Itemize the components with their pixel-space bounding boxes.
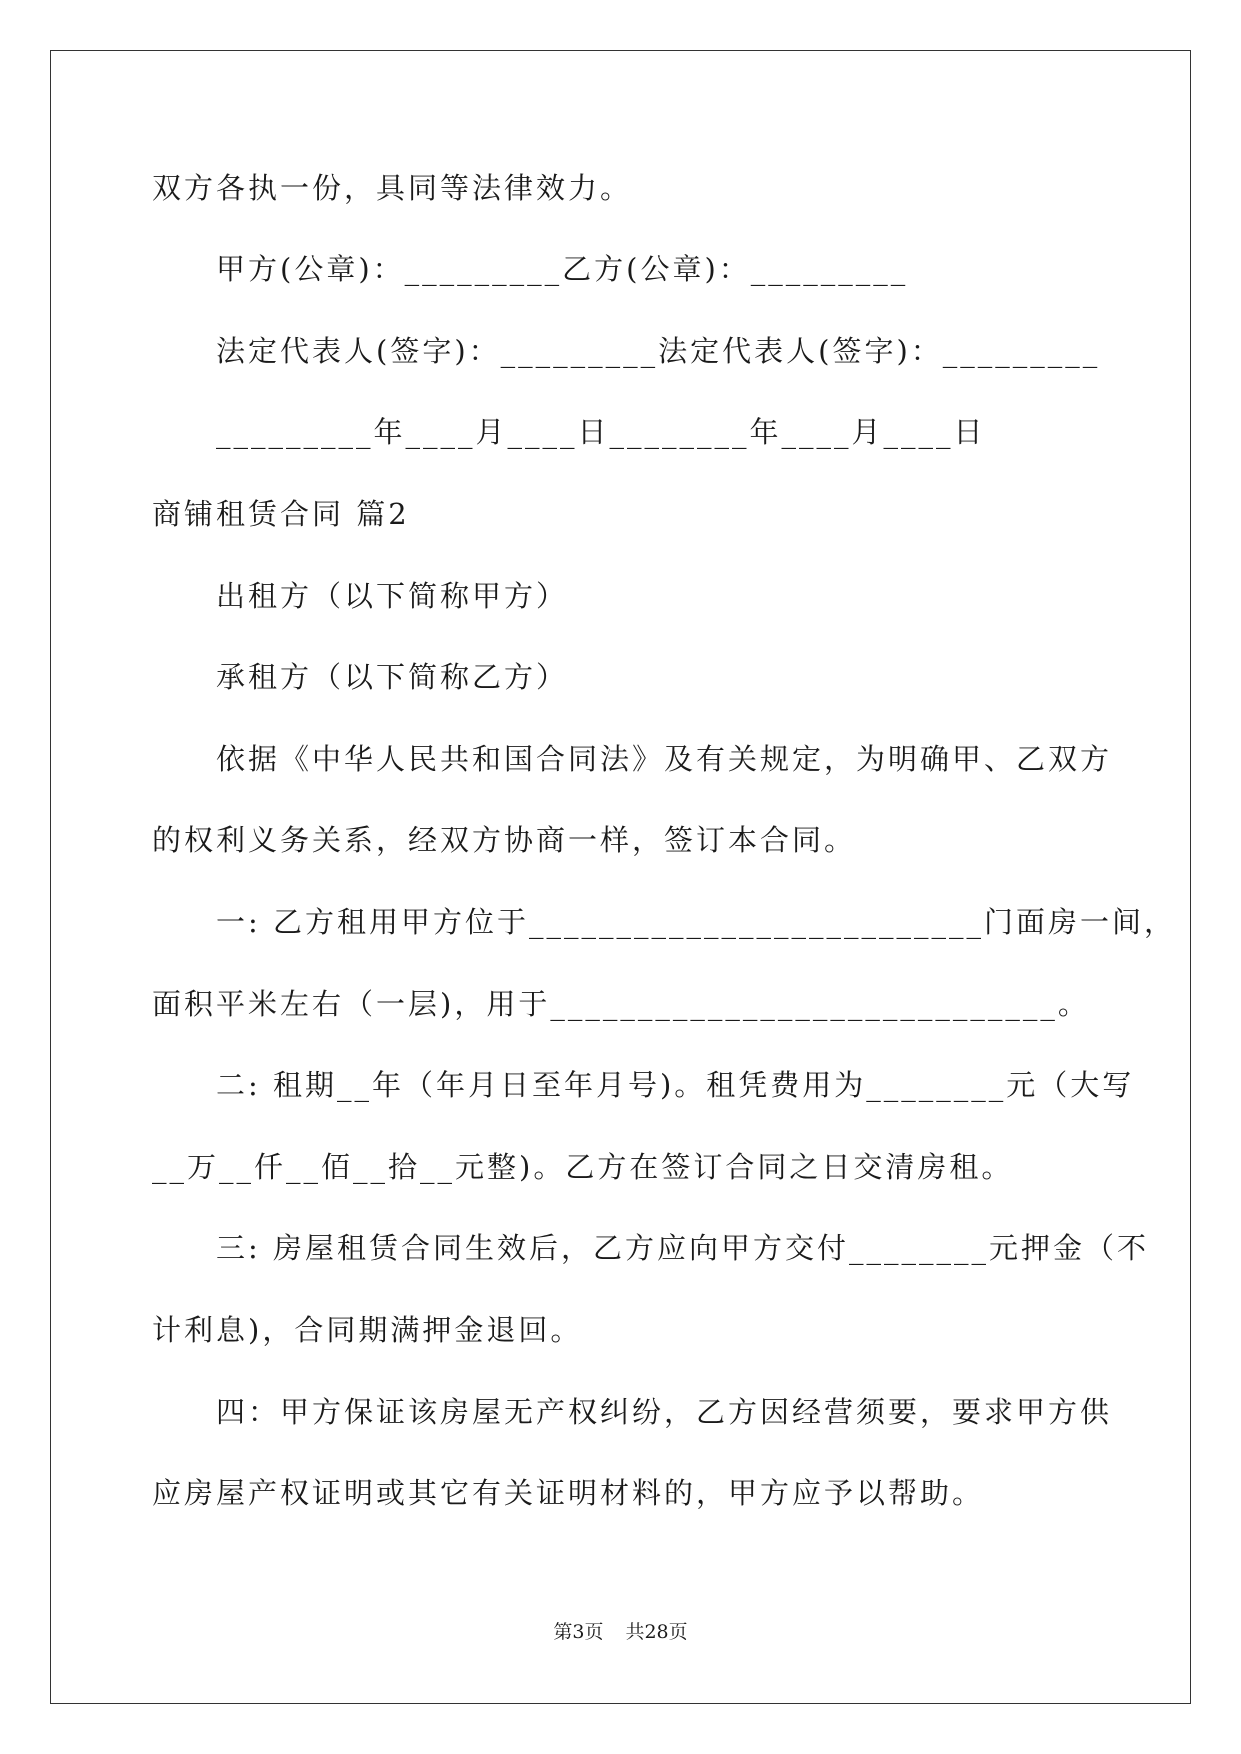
text-line-15: 计利息)，合同期满押金退回。 xyxy=(152,1313,583,1347)
text-line-12: 二: 租期__年（年月日至年月号)。租凭费用为________元（大写 xyxy=(216,1068,1135,1102)
text-line-8: 依据《中华人民共和国合同法》及有关规定，为明确甲、乙双方 xyxy=(216,742,1113,776)
text-line-13: __万__仟__佰__拾__元整)。乙方在签订合同之日交清房租。 xyxy=(152,1150,1014,1184)
text-line-17: 应房屋产权证明或其它有关证明材料的，甲方应予以帮助。 xyxy=(152,1476,985,1510)
page-border xyxy=(50,50,1191,1704)
text-line-6: 出租方（以下简称甲方） xyxy=(216,579,569,613)
text-line-4: _________年____月____日________年____月____日 xyxy=(216,415,986,449)
text-line-11: 面积平米左右（一层)，用于_____________________________。 xyxy=(152,987,1090,1021)
text-line-14: 三: 房屋租赁合同生效后，乙方应向甲方交付________元押金（不 xyxy=(216,1231,1149,1265)
page-total: 共28页 xyxy=(625,1621,688,1643)
text-line-3: 法定代表人(签字)：_________法定代表人(签字)：_________ xyxy=(216,334,1101,368)
section-heading: 商铺租赁合同 篇2 xyxy=(152,497,410,531)
page-footer xyxy=(0,1617,1241,1644)
text-line-9: 的权利义务关系，经双方协商一样，签订本合同。 xyxy=(152,823,857,857)
text-line-1: 双方各执一份，具同等法律效力。 xyxy=(152,171,633,205)
text-line-7: 承租方（以下简称乙方） xyxy=(216,660,569,694)
text-line-10: 一: 乙方租用甲方位于__________________________门面房一间， xyxy=(216,905,1176,939)
text-line-16: 四：甲方保证该房屋无产权纠纷，乙方因经营须要，要求甲方供 xyxy=(216,1395,1113,1429)
page-number: 第3页 xyxy=(553,1621,604,1643)
text-line-2: 甲方(公章)：_________乙方(公章)：_________ xyxy=(216,252,909,286)
